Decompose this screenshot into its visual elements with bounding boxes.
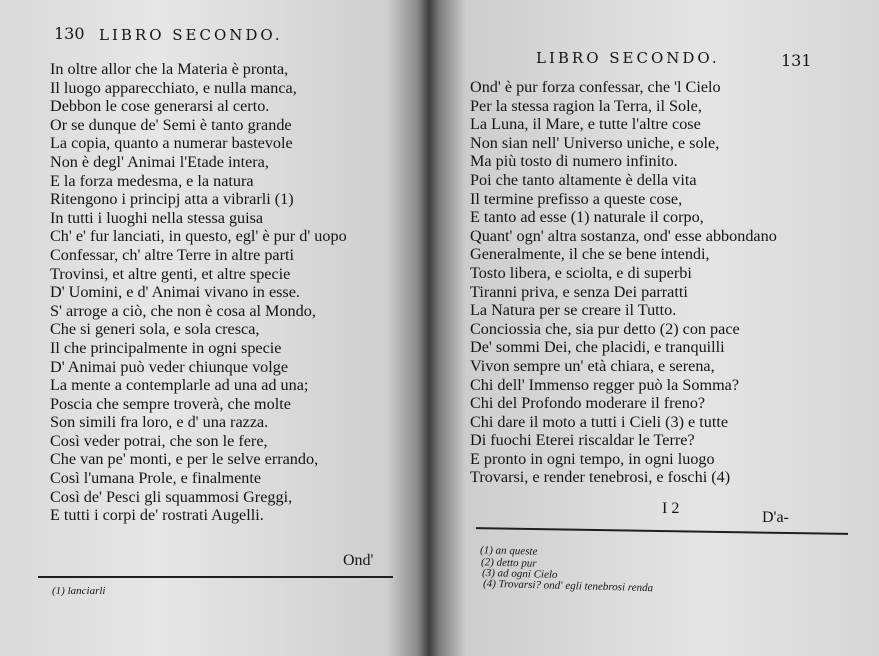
left-page <box>0 0 420 656</box>
verse-line: Or se dunque de' Semi è tanto grande <box>50 115 292 134</box>
footnote: (2) detto pur <box>480 555 537 570</box>
verse-line: Che van pe' monti, e per le selve errando, <box>50 450 319 469</box>
footnote: (3) ad ogni Cielo <box>481 567 558 581</box>
verse-line: Chi dare il moto a tutti i Cieli (3) e tutte <box>470 412 729 431</box>
verse-line: Il termine prefisso a queste cose, <box>470 189 683 208</box>
verse-line: Vivon sempre un' età chiara, e serena, <box>470 356 715 375</box>
verse-line: In oltre allor che la Materia è pronta, <box>50 60 289 78</box>
signature-mark: I 2 <box>662 500 680 517</box>
verse-line: Conciossia che, sia pur detto (2) con pace <box>470 319 740 338</box>
verse-line: La mente a contemplarle ad una ad una; <box>50 376 309 395</box>
verse-line: In tutti i luoghi nella stessa guisa <box>50 208 264 227</box>
verse-lines <box>50 60 347 525</box>
verse-line: E la forza medesma, e la natura <box>50 171 254 190</box>
verse-line: Trovinsi, et altre genti, et altre specie <box>50 264 291 283</box>
verse-line: Ond' è pur forza confessar, che 'l Cielo <box>470 78 721 96</box>
verse-line: Il che principalmente in ogni specie <box>50 338 282 357</box>
verse-line: De' sommi Dei, che placidi, e tranquilli <box>470 338 725 357</box>
footnote: (1) an queste <box>479 544 538 558</box>
verse-line: Così de' Pesci gli squammosi Greggi, <box>50 487 293 506</box>
page-number: 131 <box>781 51 812 70</box>
verse-line: Di fuochi Eterei riscaldar le Terre? <box>470 431 695 450</box>
verse-line: E tutti i corpi de' rostrati Augelli. <box>50 506 264 525</box>
verse-line: E tanto ad esse (1) naturale il corpo, <box>470 208 704 227</box>
verse-line: Poscia che sempre troverà, che molte <box>50 394 291 413</box>
verse-line: E pronto in ogni tempo, in ogni luogo <box>470 449 715 468</box>
verse-line: Trovarsi, e render tenebrosi, e foschi (4) <box>470 468 731 487</box>
verse-line: Confessar, ch' altre Terre in altre parti <box>50 245 294 264</box>
verse-line: Ma più tosto di numero infinito. <box>470 152 678 171</box>
verse-line: La Luna, il Mare, e tutte l'altre cose <box>470 115 701 134</box>
verse-line: Generalmente, il che se bene intendi, <box>470 245 710 264</box>
verse-lines <box>470 78 777 487</box>
verse-line: Poi che tanto altamente è della vita <box>470 170 697 189</box>
verse-line: Tiranni priva, e senza Dei parratti <box>470 282 688 301</box>
catchword: D'a- <box>762 509 789 526</box>
verse-line: Quant' ogn' altra sostanza, ond' esse abbondano <box>470 226 777 245</box>
verse-line: Che si generi sola, e sola cresca, <box>50 320 260 339</box>
verse-line: D' Animai può veder chiunque volge <box>50 357 289 376</box>
verse-line: Per la stessa ragion la Terra, il Sole, <box>470 96 702 115</box>
verse-line: Son simili fra loro, e d' una razza. <box>50 413 269 432</box>
running-head: LIBRO SECONDO. <box>536 49 720 67</box>
verse-line: Così veder potrai, che son le fere, <box>50 431 268 450</box>
footnote: (1) lanciarli <box>52 585 106 597</box>
verse-line: S' arroge a ciò, che non è cosa al Mondo, <box>50 301 316 320</box>
page-number: 130 <box>54 24 85 43</box>
verse-line: Ritengono i principj atta a vibrarli (1) <box>50 190 294 209</box>
footnote: (4) Trovarsi? ond' egli tenebrosi renda <box>482 577 654 594</box>
footnote-rule <box>38 576 393 578</box>
right-page <box>436 0 879 656</box>
verse-line: Non è degl' Animai l'Etade intera, <box>50 152 269 171</box>
verse-line: D' Uomini, e d' Animai vivano in esse. <box>50 283 300 302</box>
verse-line: Chi del Profondo moderare il freno? <box>470 394 706 413</box>
verse-line: Ch' e' fur lanciati, in questo, egl' è pur d' uopo <box>50 227 347 246</box>
catchword: Ond' <box>343 552 374 569</box>
verse-line: Il luogo apparecchiato, e nulla manca, <box>50 78 297 97</box>
verse-line: Tosto libera, e sciolta, e di superbi <box>470 263 692 282</box>
verse-line: Chi dell' Immenso regger può la Somma? <box>470 375 740 394</box>
verse-line: Così l'umana Prole, e finalmente <box>50 469 262 488</box>
verse-line: Non sian nell' Universo uniche, e sole, <box>470 133 720 152</box>
verse-line: La copia, quanto a numerar bastevole <box>50 134 293 153</box>
verse-line: La Natura per se creare il Tutto. <box>470 301 677 320</box>
footnote-rule <box>476 527 848 535</box>
running-head: LIBRO SECONDO. <box>99 26 283 44</box>
verse-line: Debbon le cose generarsi al certo. <box>50 97 270 116</box>
